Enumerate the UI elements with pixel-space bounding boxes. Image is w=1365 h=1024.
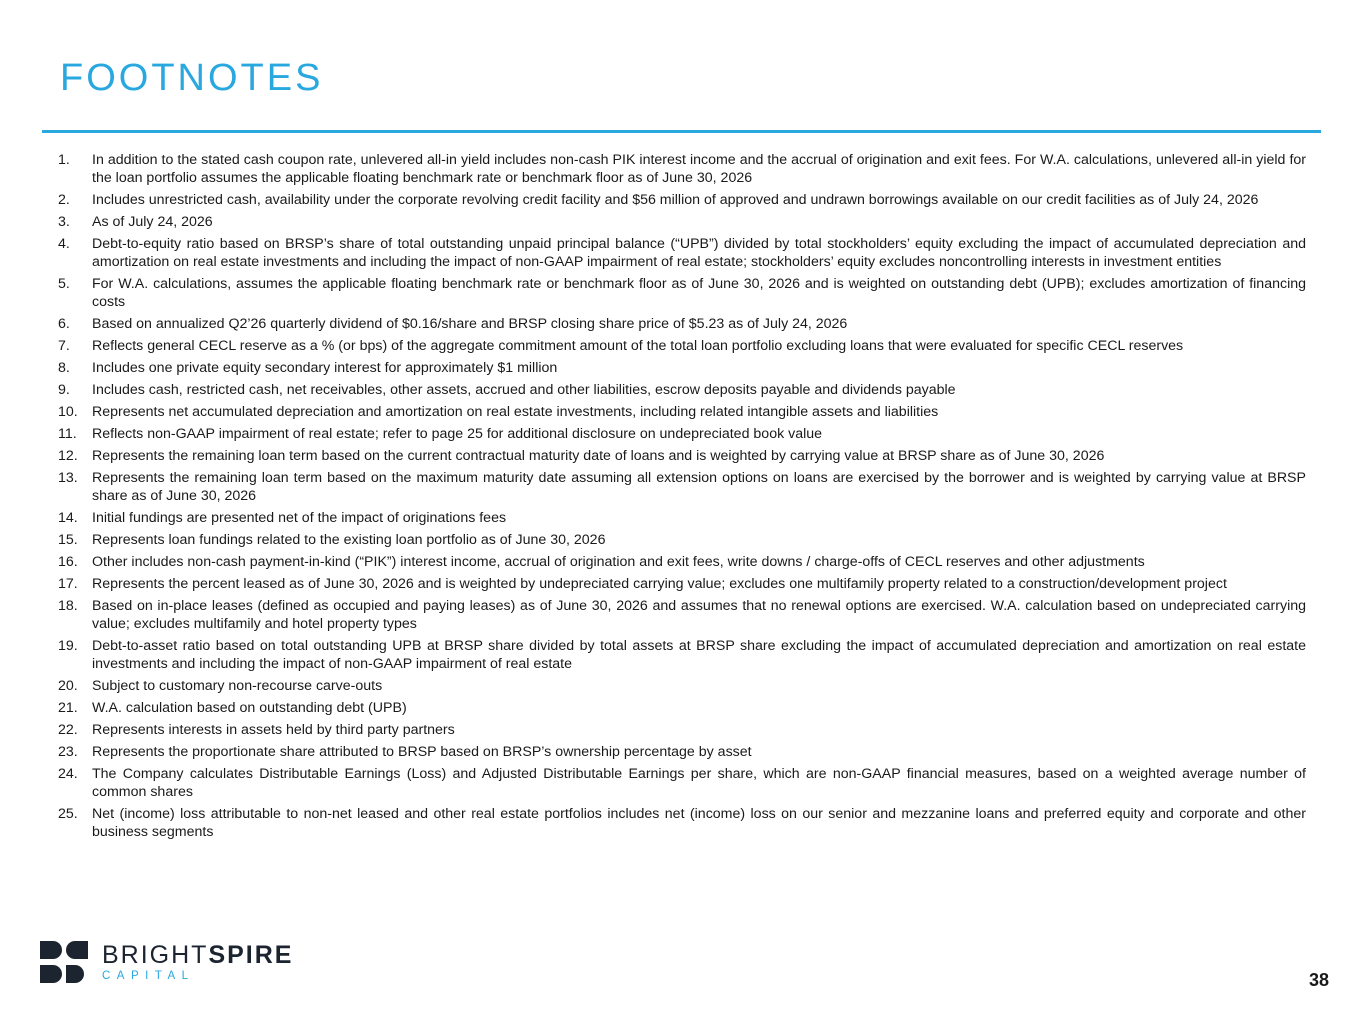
footnote-number: 15. [58,532,78,548]
footnote-item [58,531,1306,549]
logo-name-light: BRIGHT [102,940,209,969]
company-logo [40,941,293,983]
footnote-number: 20. [58,678,78,694]
footnote-item [58,553,1306,571]
logo-wordmark [102,942,293,968]
footnote-item [58,191,1306,209]
footnote-number: 25. [58,806,78,822]
footnote-text: Debt-to-asset ratio based on total outstanding UPB at BRSP share divided by total assets at BRSP share excluding the impact of accumulated depreciation and amortization on real estate investments and including the impact of non-GAAP impairment of real estate [92,638,1306,672]
footnote-text: Represents the percent leased as of June 30, 2026 and is weighted by undepreciated carrying value; excludes one multifamily property related to a construction/development project [92,576,1227,592]
footnote-text: As of July 24, 2026 [92,214,213,230]
title-divider [42,130,1321,133]
footnote-item [58,275,1306,311]
footnote-text: Represents the proportionate share attributed to BRSP based on BRSP’s ownership percentage by asset [92,744,752,760]
footnote-text: Reflects non-GAAP impairment of real estate; refer to page 25 for additional disclosure on undepreciated book value [92,426,823,442]
footnote-number: 1. [58,152,70,168]
brightspire-mark-icon [40,941,88,983]
page-title: FOOTNOTES [60,57,324,99]
footnote-text: The Company calculates Distributable Earnings (Loss) and Adjusted Distributable Earnings per share, which are non-GAAP financial measures, based on a weighted average number of common shares [92,766,1306,800]
footnote-item [58,213,1306,231]
footnote-number: 10. [58,404,78,420]
footnote-number: 17. [58,576,78,592]
footnote-number: 13. [58,470,78,486]
footnote-item [58,337,1306,355]
footnote-item [58,765,1306,801]
footnote-item [58,721,1306,739]
footnote-text: Includes unrestricted cash, availability under the corporate revolving credit facility and $56 million of approved and undrawn borrowings available on our credit facilities as of July 24, 2026 [92,192,1259,208]
footnote-item [58,575,1306,593]
footnote-item [58,425,1306,443]
footnote-text: Based on annualized Q2’26 quarterly dividend of $0.16/share and BRSP closing share price of $5.23 as of July 24, 2026 [92,316,848,332]
footnote-text: In addition to the stated cash coupon rate, unlevered all-in yield includes non-cash PIK interest income and the accrual of origination and exit fees. For W.A. calculations, unlevered all-in yield for the loan portfolio assumes the applicable floating benchmark rate or benchmark floor as of June 30, 2026 [92,152,1306,186]
footnote-number: 16. [58,554,78,570]
footnote-text: W.A. calculation based on outstanding debt (UPB) [92,700,407,716]
footnote-number: 12. [58,448,78,464]
footnote-number: 4. [58,236,70,252]
footnote-text: For W.A. calculations, assumes the applicable floating benchmark rate or benchmark floor as of June 30, 2026 and is weighted on outstanding debt (UPB); excludes amortization of financing costs [92,276,1306,310]
footnote-number: 24. [58,766,78,782]
logo-subtitle: CAPITAL [102,969,195,982]
footnote-text: Debt-to-equity ratio based on BRSP’s share of total outstanding unpaid principal balance (“UPB”) divided by total stockholders’ equity excluding the impact of accumulated depreciation and amortization on real estate investments and including the impact of non-GAAP impairment of real estate; stockholders’ equity excludes noncontrolling interests in investment entities [92,236,1306,270]
footnote-number: 2. [58,192,70,208]
footnote-number: 6. [58,316,70,332]
footnote-item [58,805,1306,841]
footnote-number: 9. [58,382,70,398]
footnote-item [58,469,1306,505]
footnote-item [58,381,1306,399]
footnote-number: 11. [58,426,77,442]
footnote-text: Represents the remaining loan term based on the current contractual maturity date of loans and is weighted by carrying value at BRSP share as of June 30, 2026 [92,448,1105,464]
footnote-item [58,235,1306,271]
footnote-text: Includes cash, restricted cash, net receivables, other assets, accrued and other liabilities, escrow deposits payable and dividends payable [92,382,956,398]
logo-name-bold: SPIRE [208,940,294,969]
footnote-number: 19. [58,638,78,654]
footnote-item [58,403,1306,421]
footnote-number: 14. [58,510,78,526]
footnote-item [58,699,1306,717]
page-number: 38 [1308,970,1329,990]
footnote-text: Represents loan fundings related to the existing loan portfolio as of June 30, 2026 [92,532,606,548]
footnote-item [58,509,1306,527]
footnote-text: Based on in-place leases (defined as occupied and paying leases) as of June 30, 2026 and assumes that no renewal options are exercised. W.A. calculation based on undepreciated carrying value; excludes multifamily and hotel property types [92,598,1306,632]
footnote-text: Initial fundings are presented net of the impact of originations fees [92,510,507,526]
footnote-number: 7. [58,338,70,354]
footnote-text: Subject to customary non-recourse carve-outs [92,678,383,694]
footnote-number: 3. [58,214,70,230]
footnote-text: Represents interests in assets held by third party partners [92,722,455,738]
footnote-item [58,151,1306,187]
footnote-item [58,677,1306,695]
footnote-item [58,315,1306,333]
footnote-item [58,743,1306,761]
footnote-item [58,447,1306,465]
footnote-item [58,637,1306,673]
footnote-text: Represents the remaining loan term based on the maximum maturity date assuming all extension options on loans are exercised by the borrower and is weighted by carrying value at BRSP share as of June 30, 2026 [92,470,1306,504]
footnote-number: 21. [58,700,78,716]
footnote-text: Other includes non-cash payment-in-kind (“PIK”) interest income, accrual of origination and exit fees, write downs / charge-offs of CECL reserves and other adjustments [92,554,1145,570]
footnote-item [58,359,1306,377]
footnote-text: Represents net accumulated depreciation and amortization on real estate investments, including related intangible assets and liabilities [92,404,939,420]
footnote-text: Reflects general CECL reserve as a % (or bps) of the aggregate commitment amount of the total loan portfolio excluding loans that were evaluated for specific CECL reserves [92,338,1184,354]
footnote-number: 8. [58,360,70,376]
footnote-number: 23. [58,744,78,760]
footnote-item [58,597,1306,633]
footnote-number: 22. [58,722,78,738]
footnote-number: 18. [58,598,78,614]
footnote-text: Net (income) loss attributable to non-net leased and other real estate portfolios includes net (income) loss on our senior and mezzanine loans and preferred equity and corporate and other business segments [92,806,1306,840]
footnote-number: 5. [58,276,70,292]
footnote-text: Includes one private equity secondary interest for approximately $1 million [92,360,558,376]
footnotes-list [58,151,1306,845]
